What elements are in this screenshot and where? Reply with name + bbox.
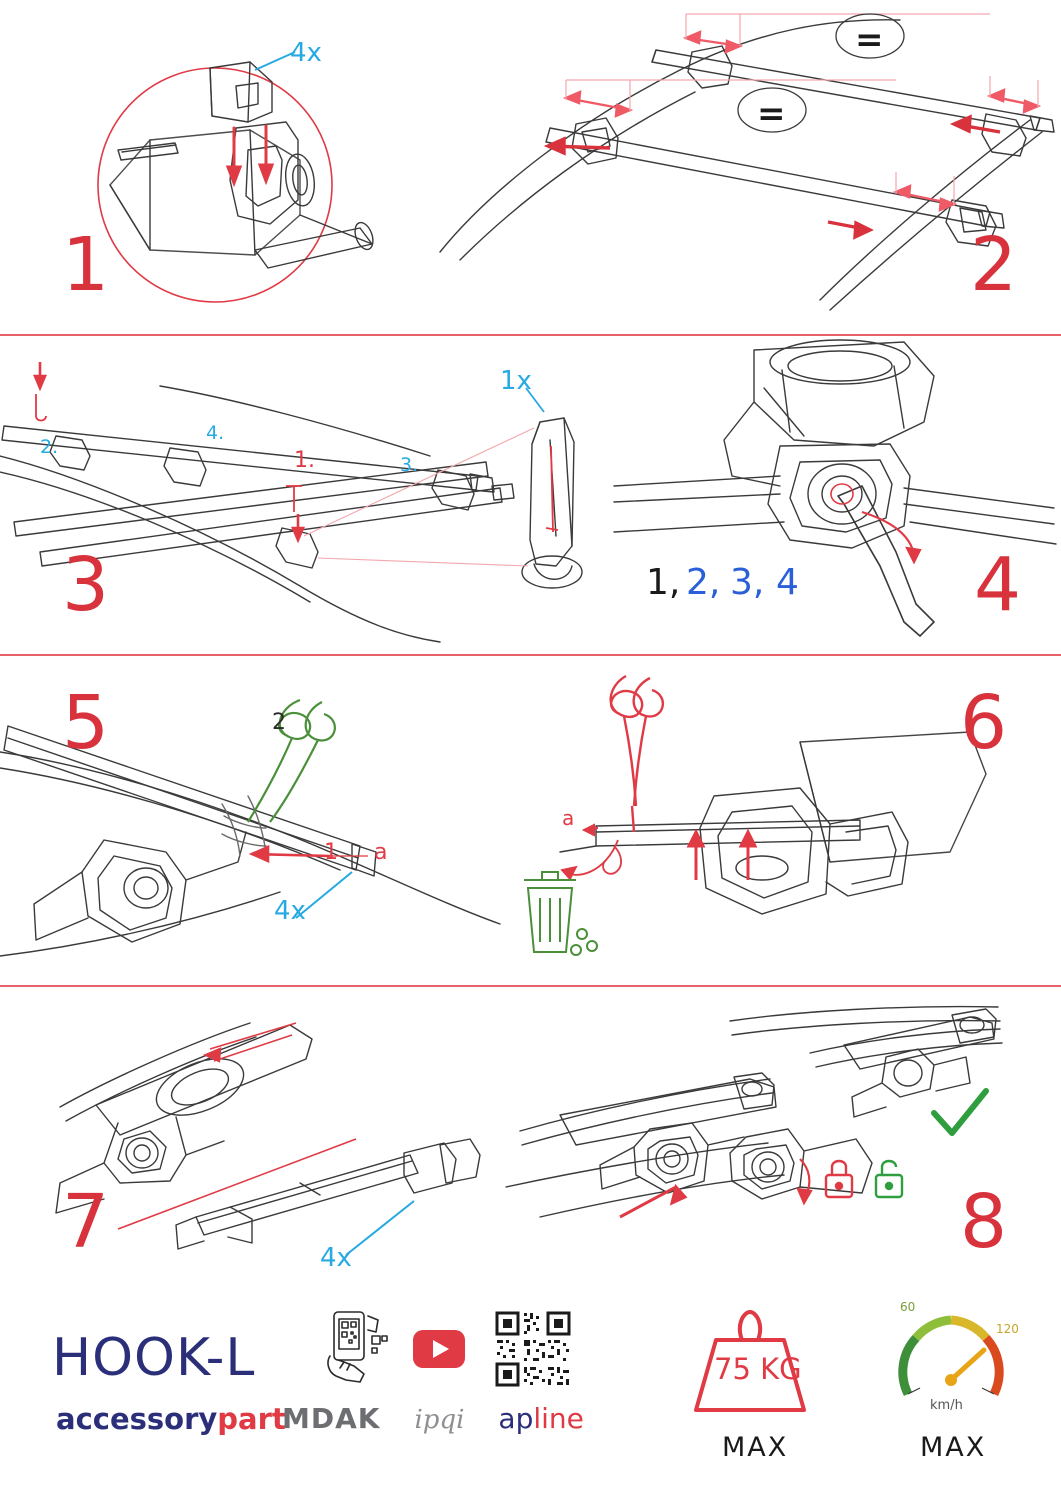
brand-tagline-accessory: accessory: [56, 1402, 218, 1436]
step-3-number: 3: [62, 542, 108, 628]
step-5-panel: [0, 656, 500, 984]
step-4-torque-4: 4: [776, 562, 799, 603]
max-load-label: MAX: [722, 1432, 789, 1463]
step-3-marker-1: 1.: [294, 448, 315, 473]
max-speed-label: MAX: [920, 1432, 987, 1463]
step-3-marker-4: 4.: [206, 422, 225, 444]
step-3-marker-3: 3.: [400, 454, 419, 476]
step-2-panel: [430, 0, 1061, 334]
step-3-panel: [0, 336, 604, 654]
brand-name: HOOK-L: [52, 1328, 256, 1388]
step-4-number: 4: [974, 542, 1020, 628]
step-1-number: 1: [62, 222, 108, 308]
speed-unit: km/h: [930, 1398, 963, 1413]
step-1-panel: [0, 0, 430, 334]
youtube-play-icon[interactable]: [413, 1330, 465, 1368]
brand-tagline-part: part: [217, 1402, 286, 1436]
qr-code-icon: [494, 1310, 572, 1388]
apline-logo-line: line: [533, 1402, 584, 1435]
step-7-panel: [0, 987, 500, 1290]
step-4-panel: [604, 336, 1061, 654]
step-6-number: 6: [960, 680, 1006, 766]
step-5-marker-2: 2: [272, 710, 286, 735]
footer: [0, 1290, 1061, 1500]
step-5-number: 5: [62, 680, 108, 766]
step-6-part-a: a: [562, 806, 575, 830]
step-1-quantity-label: 4x: [290, 38, 322, 68]
step-5-marker-1: 1: [324, 840, 338, 865]
step-8-number: 8: [960, 1179, 1006, 1265]
step-2-equal-mark-1: =: [855, 20, 884, 60]
step-2-illustration: [430, 0, 1061, 334]
step-5-quantity-label: 4x: [274, 896, 306, 926]
step-3-quantity-label: 1x: [500, 366, 532, 396]
step-8-panel: [500, 987, 1061, 1290]
mdak-logo: MDAK: [282, 1402, 381, 1435]
speed-tick-120: 120: [996, 1322, 1019, 1336]
partner-logos: [282, 1402, 584, 1435]
step-6-panel: [500, 656, 1061, 984]
brand-tagline: [56, 1402, 286, 1436]
step-2-number: 2: [970, 222, 1016, 308]
apline-logo-ap: ap: [498, 1402, 534, 1435]
step-5-part-a: a: [374, 840, 388, 865]
step-7-quantity-label: 4x: [320, 1243, 352, 1273]
step-2-equal-mark-2: =: [757, 94, 786, 134]
step-4-torque-2: 2,: [686, 562, 721, 603]
step-4-torque-3: 3,: [730, 562, 765, 603]
step-3-marker-2: 2.: [40, 436, 59, 458]
max-load-value: 75 KG: [714, 1352, 802, 1386]
scan-qr-with-phone-icon: [320, 1310, 400, 1388]
apline-logo: [498, 1402, 583, 1435]
ipqi-logo: ipqi: [414, 1405, 465, 1435]
step-7-number: 7: [62, 1179, 108, 1265]
step-4-torque-1: 1,: [646, 562, 681, 603]
speed-tick-60: 60: [900, 1300, 916, 1314]
